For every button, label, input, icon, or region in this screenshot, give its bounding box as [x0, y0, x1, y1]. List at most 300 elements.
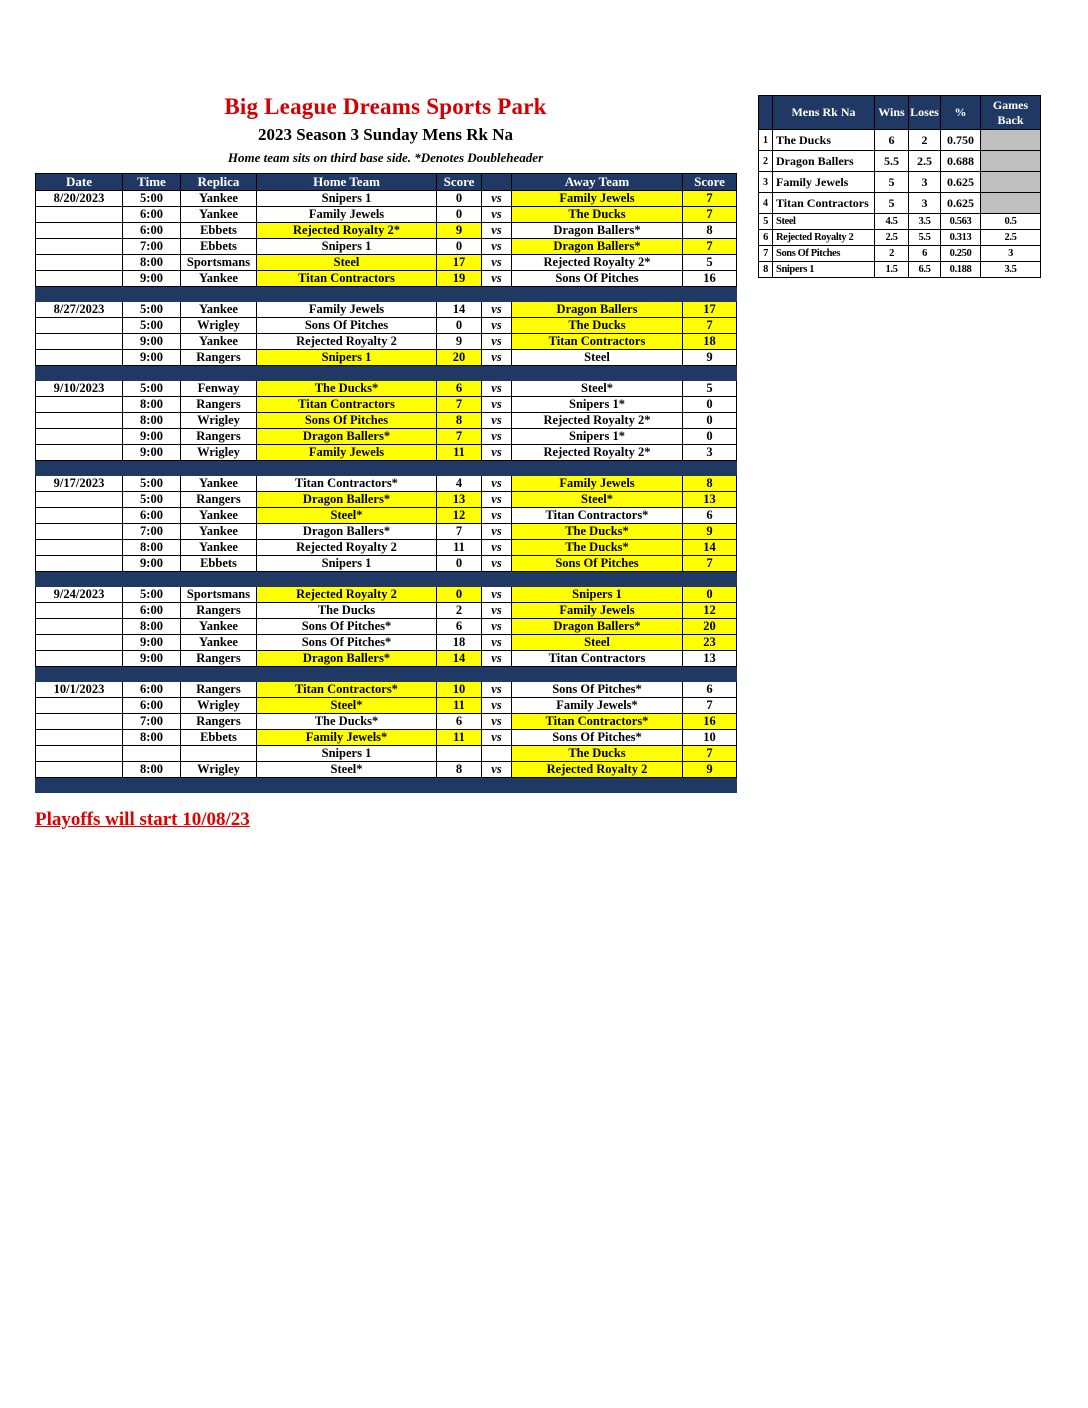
games-back-cell: 3 [981, 246, 1041, 262]
away-score-cell: 13 [683, 651, 737, 667]
time-cell: 8:00 [123, 255, 181, 271]
replica-cell: Yankee [181, 207, 257, 223]
home-team-header: Home Team [257, 174, 437, 191]
wins-cell: 6 [875, 130, 909, 151]
schedule-table [35, 173, 737, 793]
date-cell: 9/24/2023 [36, 587, 123, 603]
home-score-cell: 20 [437, 350, 482, 366]
away-score-cell: 0 [683, 429, 737, 445]
wins-cell: 2 [875, 246, 909, 262]
time-cell: 7:00 [123, 714, 181, 730]
games-back-cell: 0.5 [981, 214, 1041, 230]
date-cell [36, 239, 123, 255]
home-team-cell: Snipers 1 [257, 191, 437, 207]
time-cell: 9:00 [123, 635, 181, 651]
home-team-cell: Titan Contractors [257, 271, 437, 287]
time-cell: 7:00 [123, 239, 181, 255]
date-cell [36, 603, 123, 619]
game-row [36, 445, 737, 461]
time-cell: 9:00 [123, 271, 181, 287]
away-score-cell: 7 [683, 698, 737, 714]
wins-header: Wins [875, 96, 909, 130]
away-team-cell: Snipers 1* [512, 397, 683, 413]
section-separator-bar [36, 461, 737, 476]
vs-cell: vs [482, 635, 512, 651]
home-score-cell: 0 [437, 207, 482, 223]
games-back-cell: 3.5 [981, 262, 1041, 278]
away-score-cell: 16 [683, 271, 737, 287]
league-name-header: Mens Rk Na [773, 96, 875, 130]
game-row [36, 255, 737, 271]
vs-cell: vs [482, 476, 512, 492]
time-cell: 9:00 [123, 556, 181, 572]
away-team-cell: Sons Of Pitches* [512, 682, 683, 698]
standings-row [759, 262, 1041, 278]
vs-cell: vs [482, 540, 512, 556]
away-team-cell: Family Jewels* [512, 698, 683, 714]
team-name-cell: Sons Of Pitches [773, 246, 875, 262]
home-score-cell: 11 [437, 540, 482, 556]
away-team-cell: Titan Contractors [512, 651, 683, 667]
home-team-cell: Dragon Ballers* [257, 524, 437, 540]
away-team-cell: Steel* [512, 381, 683, 397]
replica-cell: Wrigley [181, 698, 257, 714]
home-score-cell: 10 [437, 682, 482, 698]
standings-row [759, 172, 1041, 193]
away-score-header: Score [683, 174, 737, 191]
home-score-cell: 4 [437, 476, 482, 492]
home-score-cell: 13 [437, 492, 482, 508]
away-team-cell: Sons Of Pitches [512, 271, 683, 287]
team-name-cell: The Ducks [773, 130, 875, 151]
away-team-cell: Dragon Ballers* [512, 619, 683, 635]
pct-header: % [941, 96, 981, 130]
time-cell: 6:00 [123, 682, 181, 698]
game-row [36, 603, 737, 619]
home-score-cell: 11 [437, 445, 482, 461]
game-row [36, 350, 737, 366]
home-team-cell: Snipers 1 [257, 239, 437, 255]
section-separator-bar [36, 572, 737, 587]
replica-cell: Rangers [181, 492, 257, 508]
pct-cell: 0.563 [941, 214, 981, 230]
wins-cell: 2.5 [875, 230, 909, 246]
vs-cell [482, 746, 512, 762]
home-score-cell: 2 [437, 603, 482, 619]
replica-cell: Ebbets [181, 223, 257, 239]
section-separator-row [36, 667, 737, 682]
standings-row [759, 193, 1041, 214]
away-team-cell: Dragon Ballers* [512, 239, 683, 255]
loses-cell: 3 [909, 193, 941, 214]
away-team-cell: The Ducks* [512, 540, 683, 556]
away-score-cell: 18 [683, 334, 737, 350]
home-score-cell: 14 [437, 651, 482, 667]
date-cell: 9/17/2023 [36, 476, 123, 492]
time-cell: 8:00 [123, 413, 181, 429]
date-cell [36, 524, 123, 540]
loses-header: Loses [909, 96, 941, 130]
home-team-cell: Family Jewels [257, 445, 437, 461]
date-cell [36, 350, 123, 366]
replica-cell: Rangers [181, 350, 257, 366]
time-cell: 8:00 [123, 730, 181, 746]
vs-cell: vs [482, 334, 512, 350]
home-team-cell: Family Jewels [257, 302, 437, 318]
time-cell: 6:00 [123, 603, 181, 619]
date-cell [36, 334, 123, 350]
time-cell: 9:00 [123, 350, 181, 366]
time-cell [123, 746, 181, 762]
date-cell [36, 318, 123, 334]
date-cell [36, 746, 123, 762]
game-row [36, 714, 737, 730]
home-team-cell: Steel* [257, 762, 437, 778]
vs-cell: vs [482, 207, 512, 223]
date-cell: 10/1/2023 [36, 682, 123, 698]
away-score-cell: 23 [683, 635, 737, 651]
away-score-cell: 0 [683, 397, 737, 413]
game-row [36, 476, 737, 492]
wins-cell: 5 [875, 172, 909, 193]
doubleheader-note: Home team sits on third base side. *Denotes Doubleheader [227, 150, 544, 165]
away-team-cell: Snipers 1* [512, 429, 683, 445]
vs-cell: vs [482, 587, 512, 603]
home-score-cell: 11 [437, 698, 482, 714]
loses-cell: 6.5 [909, 262, 941, 278]
vs-cell: vs [482, 682, 512, 698]
section-separator-bar [36, 366, 737, 381]
time-cell: 5:00 [123, 492, 181, 508]
vs-cell: vs [482, 508, 512, 524]
away-team-cell: The Ducks [512, 318, 683, 334]
games-back-header: Games Back [981, 96, 1041, 130]
playoffs-note: Playoffs will start 10/08/23 [35, 809, 250, 830]
wins-cell: 5.5 [875, 151, 909, 172]
away-score-cell: 6 [683, 508, 737, 524]
wins-cell: 5 [875, 193, 909, 214]
time-cell: 6:00 [123, 207, 181, 223]
replica-header: Replica [181, 174, 257, 191]
rank-cell: 1 [759, 130, 773, 151]
date-cell [36, 429, 123, 445]
time-cell: 9:00 [123, 334, 181, 350]
team-name-cell: Steel [773, 214, 875, 230]
away-score-cell: 10 [683, 730, 737, 746]
away-score-cell: 16 [683, 714, 737, 730]
rank-header [759, 96, 773, 130]
home-team-cell: Dragon Ballers* [257, 651, 437, 667]
replica-cell: Wrigley [181, 413, 257, 429]
team-name-cell: Family Jewels [773, 172, 875, 193]
rank-cell: 2 [759, 151, 773, 172]
rank-cell: 3 [759, 172, 773, 193]
away-team-cell: Rejected Royalty 2* [512, 255, 683, 271]
game-row [36, 223, 737, 239]
rank-cell: 5 [759, 214, 773, 230]
away-team-cell: Family Jewels [512, 476, 683, 492]
home-score-cell: 8 [437, 413, 482, 429]
vs-cell: vs [482, 191, 512, 207]
home-score-cell: 6 [437, 619, 482, 635]
away-team-cell: Rejected Royalty 2* [512, 413, 683, 429]
replica-cell: Rangers [181, 714, 257, 730]
section-separator-row [36, 366, 737, 381]
home-team-cell: Titan Contractors* [257, 476, 437, 492]
away-score-cell: 0 [683, 587, 737, 603]
vs-cell: vs [482, 603, 512, 619]
replica-cell: Rangers [181, 603, 257, 619]
standings-row [759, 130, 1041, 151]
replica-cell: Yankee [181, 635, 257, 651]
home-team-cell: Rejected Royalty 2 [257, 587, 437, 603]
game-row [36, 413, 737, 429]
vs-cell: vs [482, 429, 512, 445]
date-cell [36, 207, 123, 223]
game-row [36, 492, 737, 508]
replica-cell: Yankee [181, 271, 257, 287]
home-team-cell: Steel* [257, 698, 437, 714]
section-separator-row [36, 572, 737, 587]
time-cell: 6:00 [123, 508, 181, 524]
away-score-cell: 7 [683, 318, 737, 334]
away-score-cell: 7 [683, 746, 737, 762]
replica-cell: Ebbets [181, 239, 257, 255]
home-team-cell: The Ducks* [257, 714, 437, 730]
time-cell: 5:00 [123, 587, 181, 603]
home-team-cell: Rejected Royalty 2* [257, 223, 437, 239]
away-team-cell: Sons Of Pitches* [512, 730, 683, 746]
away-score-cell: 17 [683, 302, 737, 318]
home-team-cell: Steel* [257, 508, 437, 524]
page-title: Big League Dreams Sports Park [224, 94, 547, 119]
date-cell [36, 492, 123, 508]
home-team-cell: Family Jewels* [257, 730, 437, 746]
team-name-cell: Rejected Royalty 2 [773, 230, 875, 246]
game-row [36, 334, 737, 350]
home-score-cell: 9 [437, 223, 482, 239]
date-cell: 9/10/2023 [36, 381, 123, 397]
home-score-cell: 7 [437, 429, 482, 445]
game-row [36, 619, 737, 635]
home-score-cell: 18 [437, 635, 482, 651]
replica-cell: Yankee [181, 334, 257, 350]
vs-cell: vs [482, 223, 512, 239]
date-cell [36, 730, 123, 746]
home-score-cell [437, 746, 482, 762]
loses-cell: 6 [909, 246, 941, 262]
vs-cell: vs [482, 556, 512, 572]
team-name-cell: Titan Contractors [773, 193, 875, 214]
home-score-cell: 0 [437, 318, 482, 334]
replica-cell: Fenway [181, 381, 257, 397]
section-separator-row [36, 461, 737, 476]
home-score-cell: 6 [437, 714, 482, 730]
home-score-cell: 11 [437, 730, 482, 746]
date-cell [36, 556, 123, 572]
replica-cell: Rangers [181, 397, 257, 413]
replica-cell: Sportsmans [181, 255, 257, 271]
time-cell: 5:00 [123, 318, 181, 334]
home-team-cell: Titan Contractors* [257, 682, 437, 698]
away-score-cell: 12 [683, 603, 737, 619]
replica-cell: Yankee [181, 524, 257, 540]
wins-cell: 1.5 [875, 262, 909, 278]
away-score-cell: 13 [683, 492, 737, 508]
away-team-cell: Titan Contractors* [512, 714, 683, 730]
loses-cell: 3.5 [909, 214, 941, 230]
away-score-cell: 7 [683, 191, 737, 207]
standings-row [759, 230, 1041, 246]
pct-cell: 0.625 [941, 172, 981, 193]
home-score-cell: 0 [437, 239, 482, 255]
time-cell: 8:00 [123, 762, 181, 778]
vs-cell: vs [482, 651, 512, 667]
home-score-cell: 7 [437, 397, 482, 413]
date-cell [36, 698, 123, 714]
time-cell: 5:00 [123, 381, 181, 397]
home-team-cell: Snipers 1 [257, 556, 437, 572]
away-team-cell: Rejected Royalty 2 [512, 762, 683, 778]
game-row [36, 635, 737, 651]
vs-cell: vs [482, 318, 512, 334]
home-team-cell: Sons Of Pitches* [257, 619, 437, 635]
home-score-cell: 8 [437, 762, 482, 778]
game-row [36, 746, 737, 762]
vs-cell: vs [482, 445, 512, 461]
away-team-cell: Dragon Ballers [512, 302, 683, 318]
standings-table [758, 95, 1041, 278]
away-team-cell: The Ducks [512, 746, 683, 762]
time-cell: 5:00 [123, 476, 181, 492]
vs-cell: vs [482, 381, 512, 397]
game-row [36, 239, 737, 255]
replica-cell: Rangers [181, 682, 257, 698]
home-team-cell: Snipers 1 [257, 746, 437, 762]
game-row [36, 271, 737, 287]
games-back-cell [981, 172, 1041, 193]
home-score-cell: 0 [437, 556, 482, 572]
date-cell [36, 651, 123, 667]
date-cell [36, 255, 123, 271]
time-cell: 8:00 [123, 397, 181, 413]
away-team-cell: The Ducks* [512, 524, 683, 540]
games-back-cell: 2.5 [981, 230, 1041, 246]
time-cell: 5:00 [123, 191, 181, 207]
away-score-cell: 7 [683, 556, 737, 572]
home-team-cell: The Ducks* [257, 381, 437, 397]
date-cell [36, 540, 123, 556]
vs-cell: vs [482, 730, 512, 746]
game-row [36, 651, 737, 667]
schedule-section [35, 94, 736, 831]
team-name-cell: Snipers 1 [773, 262, 875, 278]
game-row [36, 508, 737, 524]
game-row [36, 524, 737, 540]
replica-cell: Yankee [181, 540, 257, 556]
game-row [36, 191, 737, 207]
vs-cell: vs [482, 619, 512, 635]
vs-cell: vs [482, 698, 512, 714]
game-row [36, 397, 737, 413]
date-cell [36, 397, 123, 413]
vs-header [482, 174, 512, 191]
date-cell: 8/20/2023 [36, 191, 123, 207]
team-name-cell: Dragon Ballers [773, 151, 875, 172]
game-row [36, 207, 737, 223]
date-cell [36, 714, 123, 730]
home-team-cell: Dragon Ballers* [257, 492, 437, 508]
away-team-cell: Family Jewels [512, 603, 683, 619]
away-score-cell: 20 [683, 619, 737, 635]
home-team-cell: Family Jewels [257, 207, 437, 223]
home-score-cell: 17 [437, 255, 482, 271]
game-row [36, 730, 737, 746]
date-cell [36, 635, 123, 651]
away-score-cell: 7 [683, 207, 737, 223]
time-cell: 9:00 [123, 429, 181, 445]
away-score-cell: 6 [683, 682, 737, 698]
vs-cell: vs [482, 255, 512, 271]
away-team-cell: Dragon Ballers* [512, 223, 683, 239]
replica-cell: Wrigley [181, 318, 257, 334]
pct-cell: 0.750 [941, 130, 981, 151]
vs-cell: vs [482, 762, 512, 778]
game-row [36, 302, 737, 318]
away-team-cell: Rejected Royalty 2* [512, 445, 683, 461]
vs-cell: vs [482, 524, 512, 540]
home-team-cell: Dragon Ballers* [257, 429, 437, 445]
loses-cell: 3 [909, 172, 941, 193]
away-team-cell: Titan Contractors [512, 334, 683, 350]
away-score-cell: 8 [683, 476, 737, 492]
vs-cell: vs [482, 397, 512, 413]
home-score-cell: 0 [437, 587, 482, 603]
vs-cell: vs [482, 239, 512, 255]
time-cell: 9:00 [123, 445, 181, 461]
loses-cell: 2.5 [909, 151, 941, 172]
away-team-cell: Steel [512, 635, 683, 651]
replica-cell: Wrigley [181, 762, 257, 778]
away-score-cell: 8 [683, 223, 737, 239]
game-row [36, 540, 737, 556]
vs-cell: vs [482, 350, 512, 366]
away-team-cell: Titan Contractors* [512, 508, 683, 524]
away-score-cell: 0 [683, 413, 737, 429]
replica-cell: Sportsmans [181, 587, 257, 603]
home-score-cell: 0 [437, 191, 482, 207]
games-back-cell [981, 130, 1041, 151]
date-header: Date [36, 174, 123, 191]
section-separator-bar [36, 778, 737, 793]
date-cell [36, 619, 123, 635]
game-row [36, 682, 737, 698]
home-team-cell: Rejected Royalty 2 [257, 540, 437, 556]
away-score-cell: 5 [683, 381, 737, 397]
standings-row [759, 151, 1041, 172]
away-team-cell: Steel [512, 350, 683, 366]
home-score-cell: 9 [437, 334, 482, 350]
away-score-cell: 7 [683, 239, 737, 255]
home-team-cell: Snipers 1 [257, 350, 437, 366]
home-team-cell: Steel [257, 255, 437, 271]
replica-cell [181, 746, 257, 762]
loses-cell: 2 [909, 130, 941, 151]
pct-cell: 0.688 [941, 151, 981, 172]
home-score-cell: 19 [437, 271, 482, 287]
replica-cell: Yankee [181, 619, 257, 635]
rank-cell: 7 [759, 246, 773, 262]
